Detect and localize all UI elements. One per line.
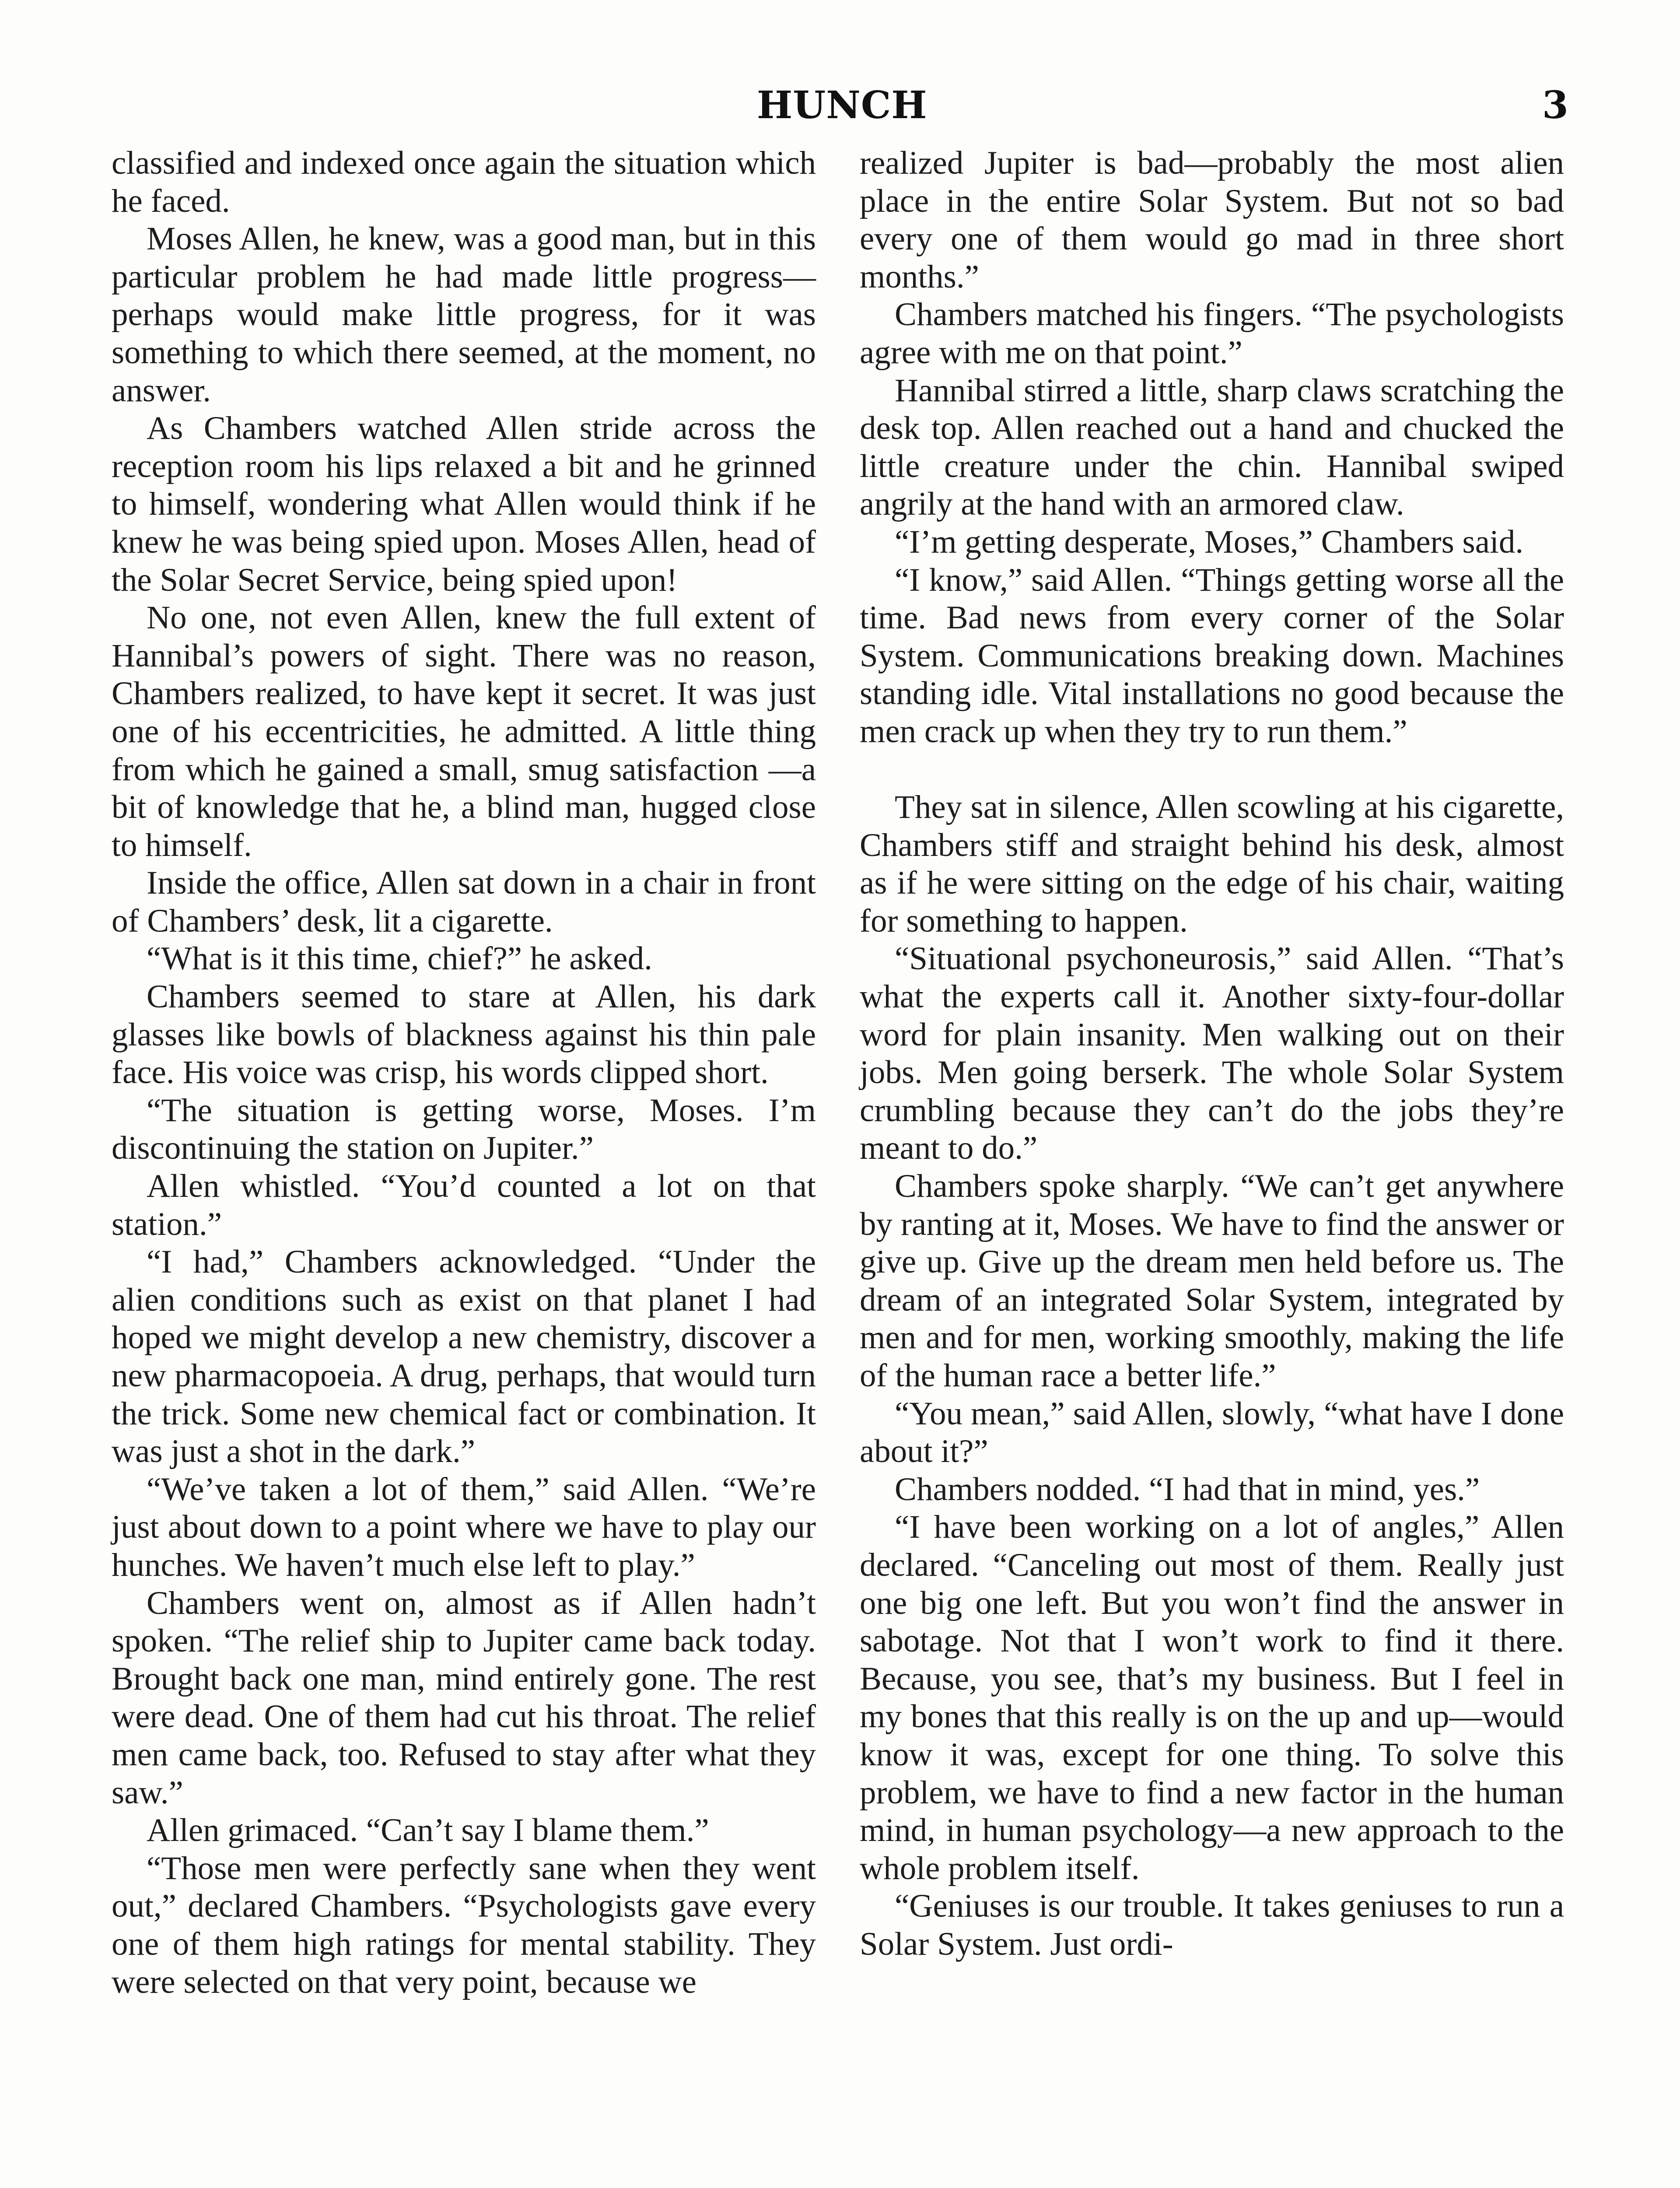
- paragraph: “The situation is getting worse, Moses. I’m discontinuing the station on Jupiter.”: [112, 1092, 816, 1167]
- paragraph: “Situational psychoneurosis,” said Allen. “That’s what the experts call it. Another sixty-four-dollar word for plain insanity. Men walking out on their jobs. Men going berserk. The whole Solar System crumbling because they can’t do the jobs they’re meant to do.”: [860, 940, 1564, 1167]
- paragraph: They sat in silence, Allen scowling at his cigarette, Chambers stiff and straight behind his desk, almost as if he were sitting on the edge of his chair, waiting for something to happen.: [860, 789, 1564, 939]
- paragraph: Hannibal stirred a little, sharp claws scratching the desk top. Allen reached out a hand and chucked the little creature under the chin. Hannibal swiped angrily at the hand with an armored claw.: [860, 372, 1564, 522]
- paragraph: No one, not even Allen, knew the full extent of Hannibal’s powers of sight. There was no reason, Chambers realized, to have kept it secret. It was just one of his eccentricities, he admitted. A little thing from which he gained a small, smug satisfaction —a bit of knowledge that he, a blind man, hugged close to himself.: [112, 600, 816, 863]
- right-column: [860, 144, 1564, 1964]
- paragraph: “I had,” Chambers acknowledged. “Under the alien conditions such as exist on that planet I had hoped we might develop a new chemistry, discover a new pharmacopoeia. A drug, perhaps, that would turn the trick. Some new chemical fact or combination. It was just a shot in the dark.”: [112, 1244, 816, 1470]
- paragraph: As Chambers watched Allen stride across the reception room his lips relaxed a bit and he grinned to himself, wondering what Allen would think if he knew he was being spied upon. Moses Allen, head of the Solar Secret Service, being spied upon!: [112, 410, 816, 598]
- paragraph: Chambers nodded. “I had that in mind, yes.”: [895, 1471, 1480, 1508]
- paragraph: classified and indexed once again the situation which he faced.: [112, 145, 816, 219]
- paragraph: “I have been working on a lot of angles,” Allen declared. “Canceling out most of them. Really just one big one left. But you won’t find the answer in sabotage. Not that I won’t work to find it there. Because, you see, that’s my business. But I feel in my bones that this really is on the up and up—would know it was, except for one thing. To solve this problem, we have to find a new factor in the human mind, in human psychology—a new approach to the whole problem itself.: [860, 1509, 1564, 1886]
- paragraph: Inside the office, Allen sat down in a chair in front of Chambers’ desk, lit a cigarette.: [112, 865, 816, 939]
- paragraph: Allen whistled. “You’d counted a lot on that station.”: [112, 1168, 816, 1242]
- paragraph: realized Jupiter is bad—probably the most alien place in the entire Solar System. But not so bad every one of them would go mad in three short months.”: [860, 145, 1564, 295]
- page-number: 3: [1542, 83, 1568, 127]
- paragraph: “What is it this time, chief?” he asked.: [147, 940, 652, 977]
- left-column: [112, 144, 816, 2001]
- paragraph: Moses Allen, he knew, was a good man, but in this particular problem he had made little progress—perhaps would make little progress, for it was something to which there seemed, at the moment, no answer.: [112, 221, 816, 409]
- paragraph: “You mean,” said Allen, slowly, “what have I done about it?”: [860, 1395, 1564, 1470]
- paragraph: “Geniuses is our trouble. It takes geniuses to run a Solar System. Just ordi-: [860, 1888, 1564, 1962]
- paragraph: Chambers went on, almost as if Allen hadn’t spoken. “The relief ship to Jupiter came back today. Brought back one man, mind entirely gone. The rest were dead. One of them had cut his throat. The relief men came back, too. Refused to stay after what they saw.”: [112, 1585, 816, 1811]
- paragraph: Allen grimaced. “Can’t say I blame them.”: [147, 1812, 709, 1849]
- paragraph: “Those men were perfectly sane when they went out,” declared Chambers. “Psychologists gave every one of them high ratings for mental stability. They were selected on that very point, because we: [112, 1850, 816, 2000]
- paragraph: Chambers seemed to stare at Allen, his dark glasses like bowls of blackness against his thin pale face. His voice was crisp, his words clipped short.: [112, 978, 816, 1091]
- paragraph: Chambers matched his fingers. “The psychologists agree with me on that point.”: [860, 296, 1564, 371]
- paragraph: “We’ve taken a lot of them,” said Allen. “We’re just about down to a point where we have to play our hunches. We haven’t much else left to play.”: [112, 1471, 816, 1583]
- paragraph: “I know,” said Allen. “Things getting worse all the time. Bad news from every corner of the Solar System. Communications breaking down. Machines standing idle. Vital installations no good because the men crack up when they try to run them.”: [860, 561, 1564, 750]
- paragraph: Chambers spoke sharply. “We can’t get anywhere by ranting at it, Moses. We have to find the answer or give up. Give up the dream men held before us. The dream of an integrated Solar System, integrated by men and for men, working smoothly, making the life of the human race a better life.”: [860, 1168, 1564, 1394]
- running-title: HUNCH: [757, 83, 928, 127]
- paragraph: “I’m getting desperate, Moses,” Chambers said.: [895, 523, 1524, 560]
- running-head: [0, 83, 1680, 131]
